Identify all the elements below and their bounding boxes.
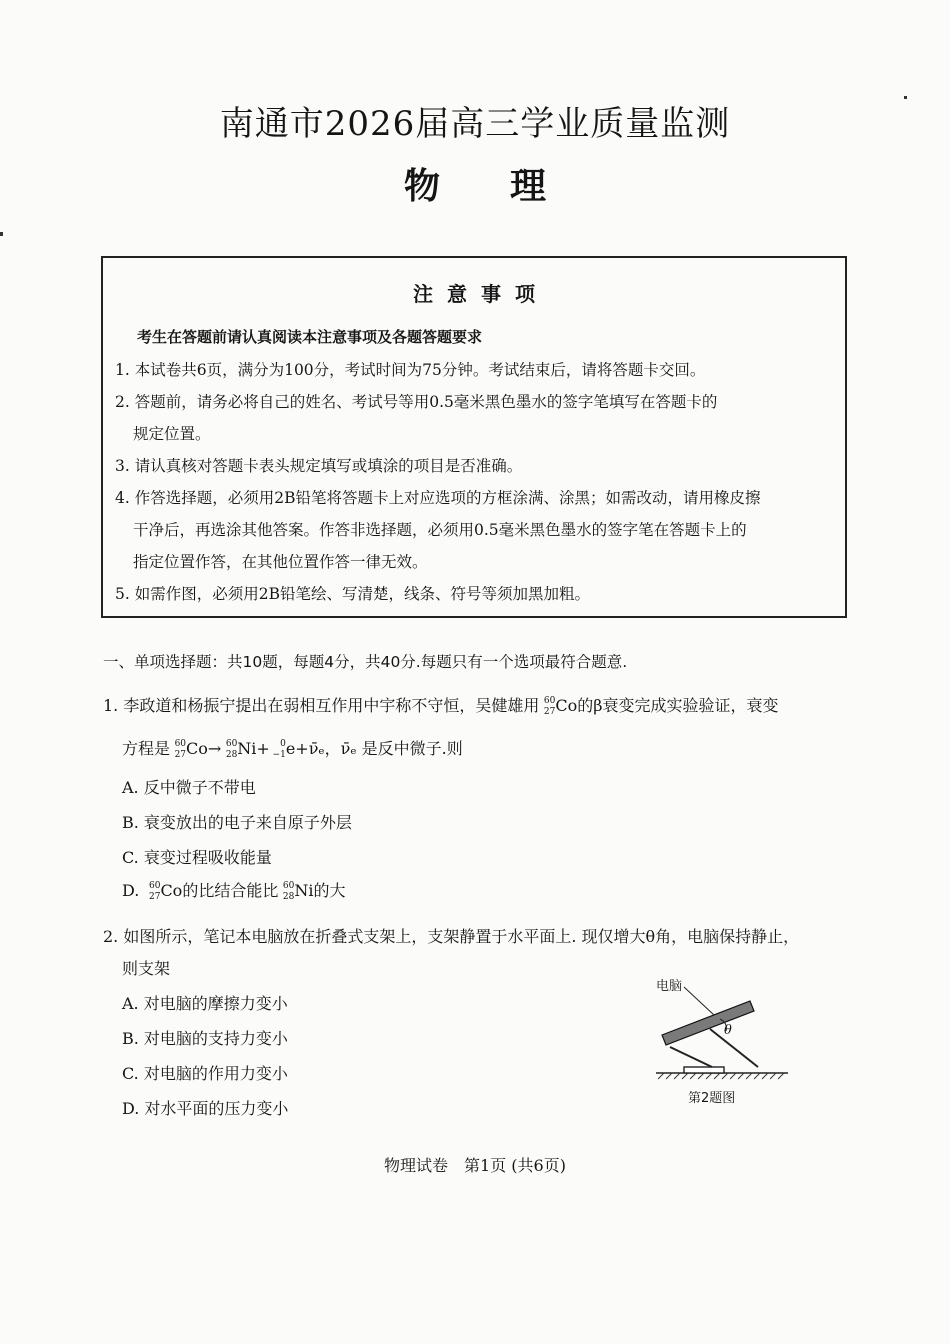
equation-tail: e+ν̄ₑ，ν̄ₑ 是反中微子.则 <box>285 739 463 758</box>
eq-ni-nuclide <box>221 740 237 760</box>
option-d-label: D. <box>122 881 140 900</box>
eq-ni-symbol: Ni+ <box>237 739 270 758</box>
subject-char-1: 物 <box>403 166 440 207</box>
notice-item-5: 5. 如需作图，必须用2B铅笔绘、写清楚，线条、符号等须加黑加粗。 <box>115 585 590 603</box>
q1-stem-part2: 的β衰变完成实验验证，衰变 <box>577 696 779 715</box>
notice-intro: 考生在答题前请认真阅读本注意事项及各题答题要求 <box>137 328 483 346</box>
figure-label-laptop: 电脑 <box>656 979 683 994</box>
question-2-stem-line2: 则支架 <box>122 959 171 978</box>
question-1-equation <box>122 732 463 766</box>
q2-option-b[interactable]: B. 对电脑的支持力变小 <box>122 1029 288 1048</box>
opt-d-co-mass: 60 <box>148 880 161 891</box>
figure-laptop-stand <box>650 975 800 1106</box>
exam-title: 南通市2026届高三学业质量监测 <box>219 104 731 144</box>
q2-option-c[interactable]: C. 对电脑的作用力变小 <box>122 1064 288 1083</box>
section-heading: 一、单项选择题：共10题，每题4分，共40分.每题只有一个选项最符合题意. <box>103 653 628 671</box>
notice-item-1: 1. 本试卷共6页，满分为100分，考试时间为75分钟。考试结束后，请将答题卡交回。 <box>115 361 706 379</box>
opt-d-co-z: 27 <box>148 891 161 902</box>
notice-item-3: 3. 请认真核对答题卡表头规定填写或填涂的项目是否准确。 <box>115 457 523 475</box>
notice-title: 注意事项 <box>413 282 549 306</box>
opt-d-co-symbol: Co <box>160 881 183 900</box>
q1-option-a[interactable]: A. 反中微子不带电 <box>122 778 256 797</box>
figure-caption: 第2题图 <box>688 1091 736 1106</box>
notice-item-4-cont-2: 指定位置作答，在其他位置作答一律无效。 <box>133 553 428 571</box>
eq-co-z: 27 <box>174 749 187 760</box>
notice-item-4-cont-1: 干净后，再选涂其他答案。作答非选择题，必须用0.5毫米黑色墨水的签字笔在答题卡上的 <box>133 521 747 539</box>
opt-d-ni-z: 28 <box>282 891 295 902</box>
ground-hatch <box>658 1073 784 1079</box>
eq-co-symbol: Co <box>186 739 208 758</box>
page-footer: 物理试卷 第1页 (共6页) <box>384 1156 566 1175</box>
notice-item-2-cont: 规定位置。 <box>133 425 211 443</box>
stand-base <box>684 1067 724 1073</box>
option-d-suffix: 的大 <box>313 881 346 900</box>
label-pointer <box>684 987 714 1015</box>
stand-leg-front <box>670 1047 712 1067</box>
question-1-stem <box>103 689 779 723</box>
arrow-icon: → <box>207 739 222 758</box>
scan-mark-left <box>0 232 3 236</box>
opt-d-ni-nuclide <box>278 882 294 902</box>
opt-d-ni-symbol: Ni <box>294 881 314 900</box>
figure-angle-theta: θ <box>724 1023 732 1038</box>
eq-electron <box>270 740 286 760</box>
notice-item-4: 4. 作答选择题，必须用2B铅笔将答题卡上对应选项的方框涂满、涂黑；如需改动，请用橡皮擦 <box>115 489 761 507</box>
stand-leg-back <box>710 1029 758 1067</box>
notice-box <box>101 256 847 618</box>
option-d-mid: 的比结合能比 <box>182 881 279 900</box>
q1-option-b[interactable]: B. 衰变放出的电子来自原子外层 <box>122 813 352 832</box>
notice-list <box>115 354 839 610</box>
opt-d-co-nuclide <box>144 882 160 902</box>
q1-stem-part1: 1. 李政道和杨振宁提出在弱相互作用中宇称不守恒，吴健雄用 <box>103 696 540 715</box>
subject-char-2: 理 <box>510 166 547 207</box>
eq-e-z: −1 <box>272 749 286 760</box>
q2-option-a[interactable]: A. 对电脑的摩擦力变小 <box>122 994 288 1013</box>
eq-ni-z: 28 <box>225 749 238 760</box>
subject-title <box>0 158 950 209</box>
opt-d-ni-mass: 60 <box>282 880 295 891</box>
laptop-body <box>662 1001 754 1045</box>
question-2-stem-line1: 2. 如图所示，笔记本电脑放在折叠式支架上，支架静置于水平面上. 现仅增大θ角，电脑保持静止， <box>103 927 800 946</box>
co-symbol: Co <box>555 696 578 715</box>
eq-co-nuclide <box>170 740 186 760</box>
eq-ni-mass: 60 <box>225 738 238 749</box>
co-nuclide-symbol <box>539 697 555 717</box>
eq-e-mass: 0 <box>280 738 286 749</box>
eq-co-mass: 60 <box>174 738 187 749</box>
q1-option-d[interactable] <box>122 878 345 902</box>
co-mass-number: 60 <box>543 695 556 706</box>
equation-prefix: 方程是 <box>122 739 171 758</box>
notice-item-2: 2. 答题前，请务必将自己的姓名、考试号等用0.5毫米黑色墨水的签字笔填写在答题卡的 <box>115 393 718 411</box>
q1-option-c[interactable]: C. 衰变过程吸收能量 <box>122 848 272 867</box>
co-atomic-number: 27 <box>543 706 556 717</box>
q2-option-d[interactable]: D. 对水平面的压力变小 <box>122 1099 289 1118</box>
scan-mark-right <box>904 96 907 99</box>
